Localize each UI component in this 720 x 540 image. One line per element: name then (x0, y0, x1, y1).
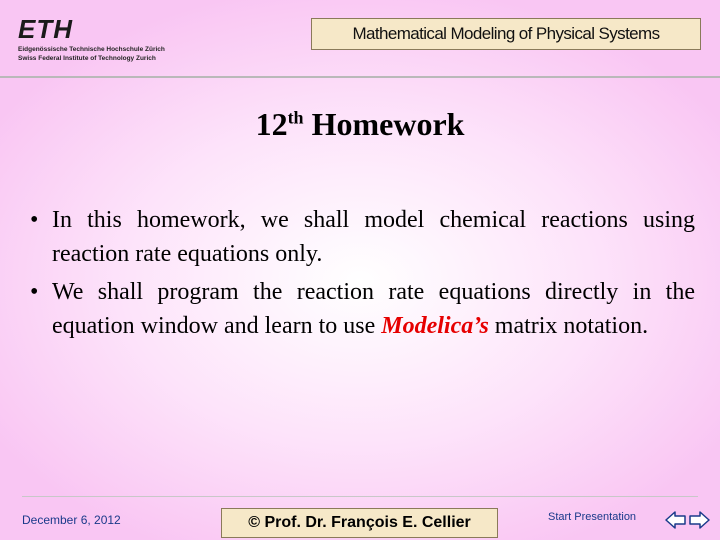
bullet-item (30, 275, 695, 343)
prev-arrow-glyph (665, 510, 687, 530)
eth-logo (18, 14, 198, 70)
bullet-item (30, 203, 695, 271)
eth-logo-mark: ETH (18, 14, 73, 44)
prev-arrow-icon[interactable] (665, 510, 687, 530)
next-arrow-glyph (688, 510, 710, 530)
eth-logo-line-english: Swiss Federal Institute of Technology Zurich (18, 55, 156, 62)
next-arrow-icon[interactable] (688, 510, 710, 530)
bullet-text: In this homework, we shall model chemical reactions using reaction rate equations only. (52, 207, 695, 267)
header-divider (0, 76, 720, 78)
course-title: Mathematical Modeling of Physical Systems (352, 24, 660, 43)
bullet-text-after: matrix notation. (494, 313, 649, 339)
bullet-dot: • (30, 279, 39, 305)
footer-divider (22, 496, 698, 497)
bullet-text-before: We shall program the reaction rate equations directly in the equation window and learn to use (52, 279, 695, 339)
start-presentation-link[interactable]: Start Presentation (548, 511, 637, 523)
emphasis-modelica: Modelica’s (381, 313, 489, 339)
footer-credit: © Prof. Dr. François E. Cellier (248, 514, 471, 531)
footer-date: December 6, 2012 (22, 513, 121, 527)
slide-title-text: Homework (311, 106, 465, 142)
course-title-box (311, 18, 701, 50)
eth-logo-line-german: Eidgenössische Technische Hochschule Zürich (18, 46, 165, 53)
slide-title (0, 106, 720, 143)
footer-credit-box (221, 508, 498, 538)
slide-title-number: 12 (255, 106, 288, 142)
slide-title-superscript: th (287, 107, 304, 128)
bullet-dot: • (30, 207, 39, 233)
bullet-list (30, 203, 695, 347)
